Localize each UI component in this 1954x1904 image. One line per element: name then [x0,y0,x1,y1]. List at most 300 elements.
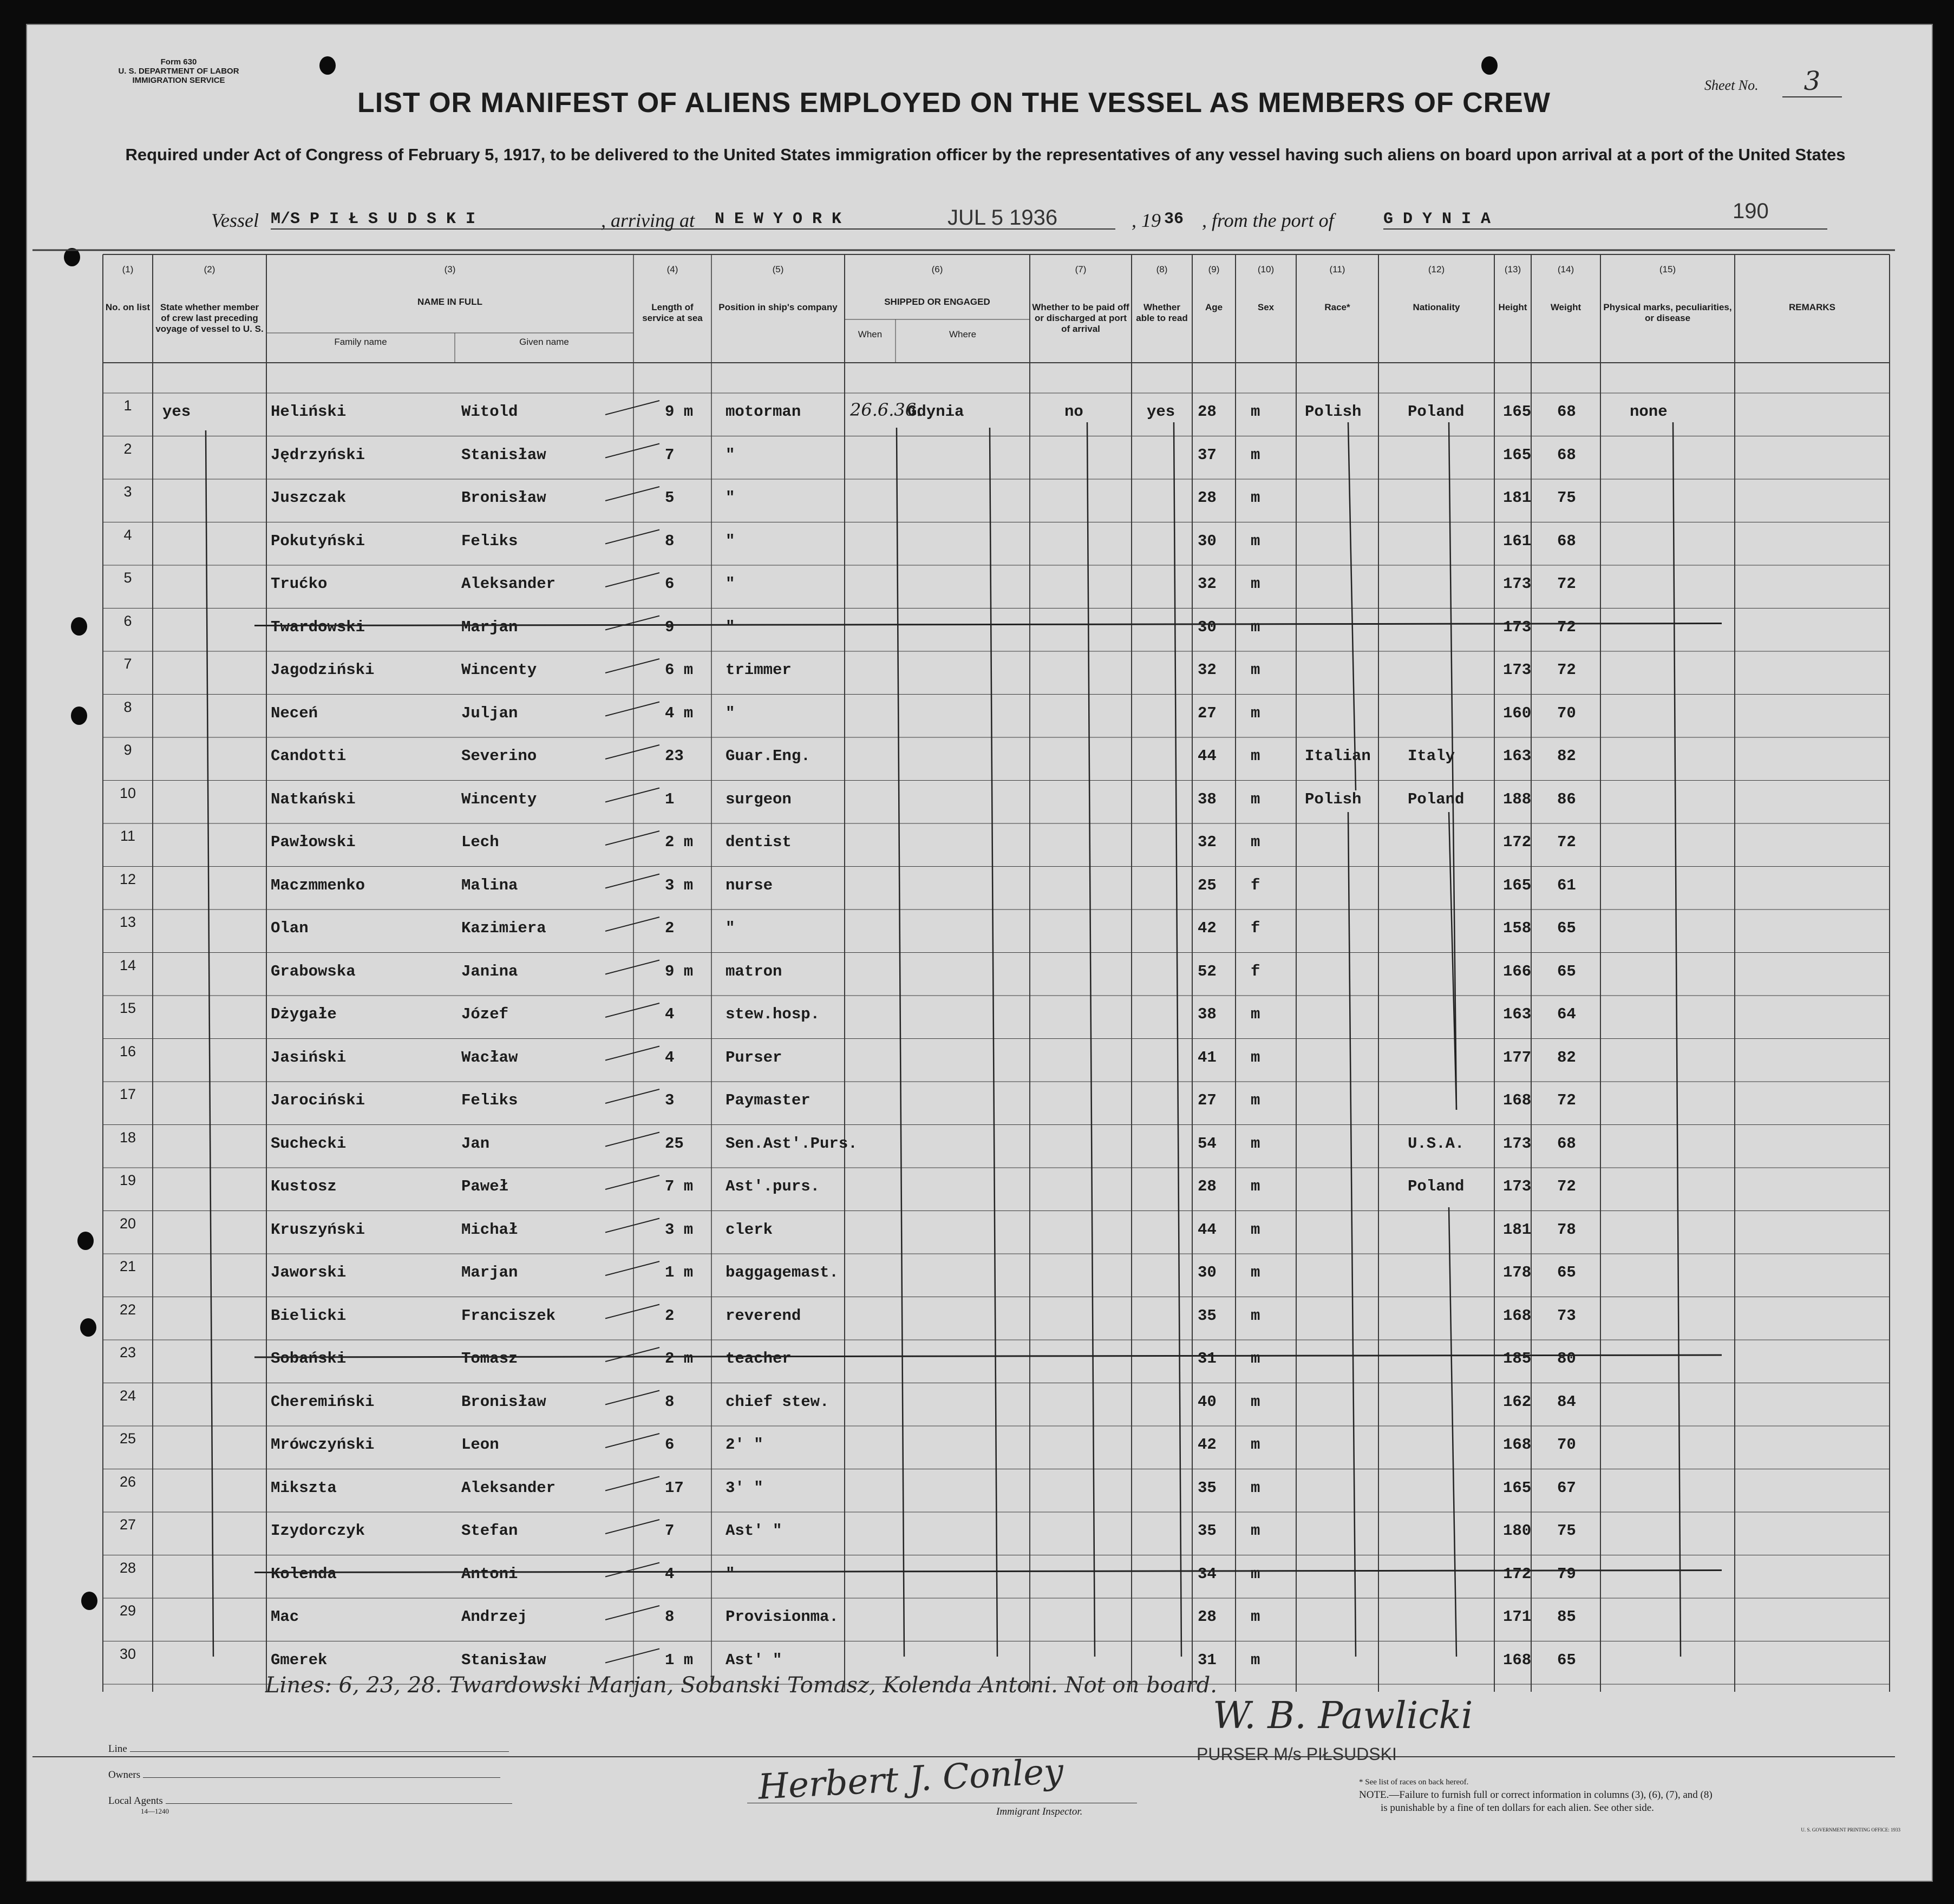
row-number: 15 [119,1000,136,1016]
weight-cell: 68 [1557,446,1576,464]
row-number: 13 [119,914,136,930]
sheet-number-label: Sheet No. [1704,77,1759,93]
age-cell: 28 [1198,403,1217,421]
row-number: 20 [119,1215,136,1232]
weight-cell: 84 [1557,1392,1576,1411]
position-cell: Ast' " [726,1522,782,1540]
document-title: LIST OR MANIFEST OF ALIENS EMPLOYED ON THE VESSEL AS MEMBERS OF CREW [357,87,1551,119]
family-name-cell: Juszczak [271,489,347,507]
weight-cell: 68 [1557,1134,1576,1153]
age-cell: 44 [1198,1220,1217,1239]
position-cell: " [726,704,735,722]
position-cell: nurse [726,876,773,894]
age-cell: 42 [1198,919,1217,937]
service-length-cell: 9 m [665,962,694,980]
height-cell: 188 [1503,790,1532,808]
height-cell: 168 [1503,1651,1532,1669]
arriving-label: , arriving at [601,210,695,231]
given-name-cell: Andrzej [461,1608,527,1626]
paid-off-cell: no [1064,403,1083,421]
weight-cell: 64 [1557,1005,1576,1023]
age-cell: 40 [1198,1392,1217,1411]
given-name-cell: Franciszek [461,1306,556,1325]
weight-cell: 73 [1557,1306,1576,1325]
race-note: * See list of races on back hereof. [1359,1778,1469,1787]
penalty-note: NOTE.—Failure to furnish full or correct information in columns (3), (6), (7), and (8) [1359,1789,1713,1801]
column-header: Physical marks, peculiarities, or disease [1603,302,1732,323]
height-cell: 173 [1503,1134,1532,1153]
column-header: Race* [1324,302,1350,312]
weight-cell: 72 [1557,661,1576,679]
age-cell: 35 [1198,1522,1217,1540]
service-length-cell: 4 m [665,704,694,722]
column-number: (1) [122,264,134,274]
service-length-cell: 1 m [665,1651,694,1669]
service-length-cell: 1 [665,790,675,808]
position-cell: Ast' " [726,1651,782,1669]
family-name-cell: Cheremiński [271,1392,375,1411]
column-number: (12) [1428,264,1445,274]
row-number: 27 [119,1516,136,1533]
sex-cell: m [1251,1134,1260,1153]
age-cell: 30 [1198,1264,1217,1281]
weight-cell: 72 [1557,575,1576,593]
age-cell: 30 [1198,532,1217,550]
age-cell: 38 [1198,790,1217,808]
weight-cell: 78 [1557,1220,1576,1239]
row-number: 5 [123,570,132,586]
given-name-cell: Tomasz [461,1350,518,1368]
sex-cell: f [1251,962,1260,980]
annotation-not-on-board: Lines: 6, 23, 28. Twardowski Marjan, Sobanski Tomasz, Kolenda Antoni. Not on board. [265,1673,1217,1698]
column-header: REMARKS [1789,302,1835,312]
family-name-cell: Candotti [271,747,347,765]
height-cell: 173 [1503,661,1532,679]
previous-voyage-cell: yes [162,403,191,421]
service-length-cell: 1 m [665,1264,694,1281]
position-cell: baggagemast. [726,1264,839,1281]
age-cell: 28 [1198,489,1217,507]
height-cell: 163 [1503,747,1532,765]
position-cell: Paymaster [726,1091,811,1109]
height-cell: 162 [1503,1392,1532,1411]
service-length-cell: 7 [665,1522,675,1540]
position-cell: " [726,532,735,550]
column-number: (9) [1208,264,1220,274]
given-name-cell: Marjan [461,1264,518,1281]
purser-signature: W. B. Pawlicki [1213,1694,1473,1737]
sex-cell: m [1251,747,1260,765]
sex-cell: m [1251,1436,1260,1454]
family-name-cell: Jasiński [271,1048,347,1066]
column-number: (15) [1659,264,1676,274]
agents-label: Local Agents [108,1795,163,1807]
height-cell: 165 [1503,446,1532,464]
sex-cell: m [1251,1177,1260,1195]
weight-cell: 79 [1557,1565,1576,1583]
weight-cell: 85 [1557,1608,1576,1626]
sex-cell: m [1251,1565,1260,1583]
column-number: (11) [1329,264,1345,274]
given-name-cell: Severino [461,747,537,765]
footer-block [108,1743,596,1816]
penalty-note-cont: is punishable by a fine of ten dollars for each alien. See other side. [1381,1802,1654,1814]
height-cell: 165 [1503,403,1532,421]
family-name-cell: Mikszta [271,1478,337,1497]
family-name-cell: Maczmmenko [271,876,365,894]
service-length-cell: 8 [665,532,675,550]
weight-cell: 65 [1557,962,1576,980]
weight-cell: 68 [1557,532,1576,550]
given-name-cell: Wincenty [461,790,537,808]
given-name-cell: Stanisław [461,1651,546,1669]
column-header: Weight [1550,302,1582,312]
service-length-cell: 4 [665,1565,675,1583]
given-name-cell: Malina [461,876,518,894]
family-name-cell: Grabowska [271,962,356,980]
service-length-cell: 3 m [665,1220,694,1239]
column-header: State whether member of crew last preceding voyage of vessel to U. S. [155,302,264,334]
age-cell: 32 [1198,575,1217,593]
row-number: 21 [119,1258,136,1274]
purser-stamp: PURSER M/s PIŁSUDSKI [1197,1744,1397,1764]
age-cell: 54 [1198,1134,1217,1153]
nationality-cell: Poland [1408,403,1465,421]
service-length-cell: 8 [665,1392,675,1411]
line-label: Line [108,1743,127,1755]
sex-cell: m [1251,618,1260,636]
height-cell: 173 [1503,618,1532,636]
age-cell: 32 [1198,833,1217,851]
service-length-cell: 2 m [665,1350,694,1368]
sex-cell: f [1251,876,1260,894]
arrival-port: N E W Y O R K [715,210,1115,230]
service-length-cell: 6 m [665,661,694,679]
column-header: Age [1205,302,1223,312]
service-length-cell: 2 [665,1306,675,1325]
weight-cell: 80 [1557,1350,1576,1368]
row-number: 10 [119,784,136,801]
year-value: 36 [1164,210,1184,228]
column-header: SHIPPED OR ENGAGED [884,297,990,307]
weight-cell: 70 [1557,1436,1576,1454]
position-cell: " [726,446,735,464]
sex-cell: m [1251,489,1260,507]
row-number: 4 [123,526,132,543]
row-number: 24 [119,1387,136,1404]
column-header: Position in ship's company [718,302,838,312]
given-name-cell: Marjan [461,618,518,636]
position-cell: trimmer [726,661,792,679]
service-name: IMMIGRATION SERVICE [132,76,225,85]
weight-cell: 61 [1557,876,1576,894]
service-length-cell: 17 [665,1478,684,1497]
sex-cell: m [1251,1392,1260,1411]
family-name-cell: Pokutyński [271,532,365,550]
sex-cell: m [1251,790,1260,808]
given-name-cell: Jan [461,1134,490,1153]
service-length-cell: 2 m [665,833,694,851]
family-name-cell: Kustosz [271,1177,337,1195]
nationality-cell: Poland [1408,1177,1465,1195]
position-cell: Provisionma. [726,1608,839,1626]
weight-cell: 72 [1557,1177,1576,1195]
given-name-cell: Stanisław [461,446,546,464]
age-cell: 27 [1198,1091,1217,1109]
family-name-cell: Sobański [271,1350,347,1368]
column-number: (5) [772,264,784,274]
service-length-cell: 4 [665,1048,675,1066]
owners-label: Owners [108,1769,141,1781]
sex-cell: m [1251,1220,1260,1239]
given-name-cell: Witold [461,403,518,421]
given-name-cell: Wacław [461,1048,518,1066]
footer-notes [1359,1776,1900,1836]
row-number: 30 [119,1645,136,1662]
nationality-cell: U.S.A. [1408,1134,1465,1153]
service-length-cell: 8 [665,1608,675,1626]
height-cell: 165 [1503,876,1532,894]
date-stamp: JUL 5 1936 [947,206,1058,230]
given-name-cell: Bronisław [461,489,546,507]
position-cell: chief stew. [726,1392,829,1411]
age-cell: 37 [1198,446,1217,464]
given-name-cell: Aleksander [461,575,556,593]
row-number: 26 [119,1473,136,1490]
service-length-cell: 25 [665,1134,684,1153]
race-cell: Italian [1305,747,1371,765]
given-name-cell: Lech [461,833,499,851]
row-number: 3 [123,483,132,500]
sex-cell: m [1251,1608,1260,1626]
age-cell: 28 [1198,1177,1217,1195]
position-cell: matron [726,962,782,980]
column-number: (3) [444,264,456,274]
height-cell: 168 [1503,1091,1532,1109]
column-number: (7) [1075,264,1087,274]
sex-cell: m [1251,403,1260,421]
column-header: Whether able to read [1136,302,1188,323]
column-number: (2) [204,264,215,274]
position-cell: Purser [726,1048,782,1066]
age-cell: 31 [1198,1651,1217,1669]
given-name-cell: Feliks [461,1091,518,1109]
weight-cell: 75 [1557,489,1576,507]
age-cell: 34 [1198,1565,1217,1583]
family-name-cell: Twardowski [271,618,365,636]
age-cell: 42 [1198,1436,1217,1454]
row-number: 12 [119,871,136,887]
row-number: 18 [119,1129,136,1146]
age-cell: 52 [1198,962,1217,980]
row-number: 6 [123,612,132,629]
row-number: 23 [119,1344,136,1360]
given-name-cell: Leon [461,1436,499,1454]
height-cell: 178 [1503,1264,1532,1281]
sex-cell: m [1251,704,1260,722]
sex-cell: m [1251,1522,1260,1540]
family-name-cell: Pawłowski [271,833,356,851]
sex-cell: m [1251,833,1260,851]
weight-cell: 67 [1557,1478,1576,1497]
height-cell: 172 [1503,833,1532,851]
given-name-cell: Józef [461,1005,509,1023]
given-name-cell: Antoni [461,1565,518,1583]
weight-cell: 70 [1557,704,1576,722]
given-name-cell: Janina [461,962,518,980]
given-name-cell: Juljan [461,704,518,722]
column-header: No. on list [105,302,151,312]
service-length-cell: 4 [665,1005,675,1023]
given-name-cell: Wincenty [461,661,537,679]
age-cell: 25 [1198,876,1217,894]
vessel-label: Vessel [211,210,259,231]
column-number: (14) [1557,264,1574,274]
weight-cell: 72 [1557,833,1576,851]
position-cell: 2' " [726,1436,763,1454]
age-cell: 32 [1198,661,1217,679]
age-cell: 35 [1198,1478,1217,1497]
page-code: 190 [1733,199,1769,223]
family-name-cell: Kruszyński [271,1220,365,1239]
sex-cell: m [1251,1651,1260,1669]
sex-cell: m [1251,661,1260,679]
position-cell: " [726,618,735,636]
age-cell: 31 [1198,1350,1217,1368]
weight-cell: 65 [1557,919,1576,937]
height-cell: 168 [1503,1306,1532,1325]
row-number: 28 [119,1559,136,1576]
height-cell: 173 [1503,575,1532,593]
service-length-cell: 2 [665,919,675,937]
form-number: Form 630 [160,57,197,67]
sex-cell: m [1251,1350,1260,1368]
height-cell: 158 [1503,919,1532,937]
service-length-cell: 6 [665,575,675,593]
column-subheader: Where [949,329,977,339]
weight-cell: 86 [1557,790,1576,808]
family-name-cell: Gmerek [271,1651,328,1669]
service-length-cell: 3 [665,1091,675,1109]
height-cell: 172 [1503,1565,1532,1583]
sex-cell: m [1251,1005,1260,1023]
height-cell: 161 [1503,532,1532,550]
age-cell: 30 [1198,618,1217,636]
service-length-cell: 7 [665,446,675,464]
given-name-cell: Stefan [461,1522,518,1540]
position-cell: Sen.Ast'.Purs. [726,1134,858,1153]
given-name-cell: Feliks [461,532,518,550]
height-cell: 165 [1503,1478,1532,1497]
row-number: 11 [120,828,136,844]
age-cell: 44 [1198,747,1217,765]
vessel-name: M/S P I Ł S U D S K I [271,210,796,230]
height-cell: 166 [1503,962,1532,980]
height-cell: 163 [1503,1005,1532,1023]
department-name: U. S. DEPARTMENT OF LABOR [118,67,239,76]
family-name-cell: Mac [271,1608,299,1626]
given-name-cell: Aleksander [461,1478,556,1497]
sex-cell: m [1251,1478,1260,1497]
family-name-cell: Bielicki [271,1306,347,1325]
document-subtitle: Required under Act of Congress of February 5, 1917, to be delivered to the United States immigration officer by the representatives of any vessel having such aliens on board upon arrival at a port of the United States [125,145,1846,164]
row-number: 17 [119,1086,136,1102]
family-name-cell: Jarociński [271,1091,365,1109]
race-cell: Polish [1305,403,1362,421]
family-name-cell: Trućko [271,575,328,593]
sex-cell: m [1251,446,1260,464]
sex-cell: m [1251,532,1260,550]
family-name-cell: Natkański [271,790,356,808]
inspector-signature: Herbert J. Conley [757,1751,1064,1808]
agents-code: 14—1240 [141,1807,169,1815]
family-name-cell: Jagodziński [271,661,375,679]
row-number: 8 [123,698,132,715]
position-cell: " [726,489,735,507]
column-header: NAME IN FULL [417,297,482,307]
family-name-cell: Neceń [271,704,318,722]
height-cell: 173 [1503,1177,1532,1195]
weight-cell: 72 [1557,618,1576,636]
position-cell: surgeon [726,790,792,808]
nationality-cell: Poland [1408,790,1465,808]
height-cell: 181 [1503,1220,1532,1239]
family-name-cell: Jędrzyński [271,446,365,464]
weight-cell: 82 [1557,747,1576,765]
family-name-cell: Jaworski [271,1264,347,1281]
column-header: Height [1498,302,1527,312]
position-cell: Ast'.purs. [726,1177,820,1195]
sex-cell: m [1251,575,1260,593]
weight-cell: 68 [1557,403,1576,421]
column-number: (8) [1156,264,1168,274]
printer-imprint: U. S. GOVERNMENT PRINTING OFFICE: 1933 [1801,1827,1900,1833]
family-name-cell: Olan [271,919,309,937]
row-number: 1 [123,397,132,414]
service-length-cell: 7 m [665,1177,694,1195]
age-cell: 28 [1198,1608,1217,1626]
row-number: 2 [123,440,132,457]
age-cell: 41 [1198,1048,1217,1066]
column-header: Whether to be paid off or discharged at port of arrival [1032,302,1129,334]
height-cell: 180 [1503,1522,1532,1540]
given-name-cell: Michał [461,1220,518,1239]
sex-cell: m [1251,1091,1260,1109]
row-number: 25 [119,1430,136,1447]
column-number: (4) [666,264,678,274]
family-name-cell: Heliński [271,403,347,421]
column-header: Sex [1257,302,1275,312]
physical-marks-cell: none [1630,403,1668,421]
row-number: 14 [119,957,136,973]
service-length-cell: 3 m [665,876,694,894]
position-cell: clerk [726,1220,773,1239]
weight-cell: 75 [1557,1522,1576,1540]
weight-cell: 65 [1557,1651,1576,1669]
row-number: 7 [123,656,132,672]
year-label: , 19 [1132,210,1161,231]
age-cell: 27 [1198,704,1217,722]
service-length-cell: 23 [665,747,684,765]
row-number: 9 [123,742,132,758]
from-port-label: , from the port of [1202,210,1334,231]
column-header: Nationality [1413,302,1460,312]
family-name-cell: Kolenda [271,1565,337,1583]
sex-cell: m [1251,1048,1260,1066]
height-cell: 177 [1503,1048,1532,1066]
position-cell: motorman [726,403,801,421]
height-cell: 181 [1503,489,1532,507]
